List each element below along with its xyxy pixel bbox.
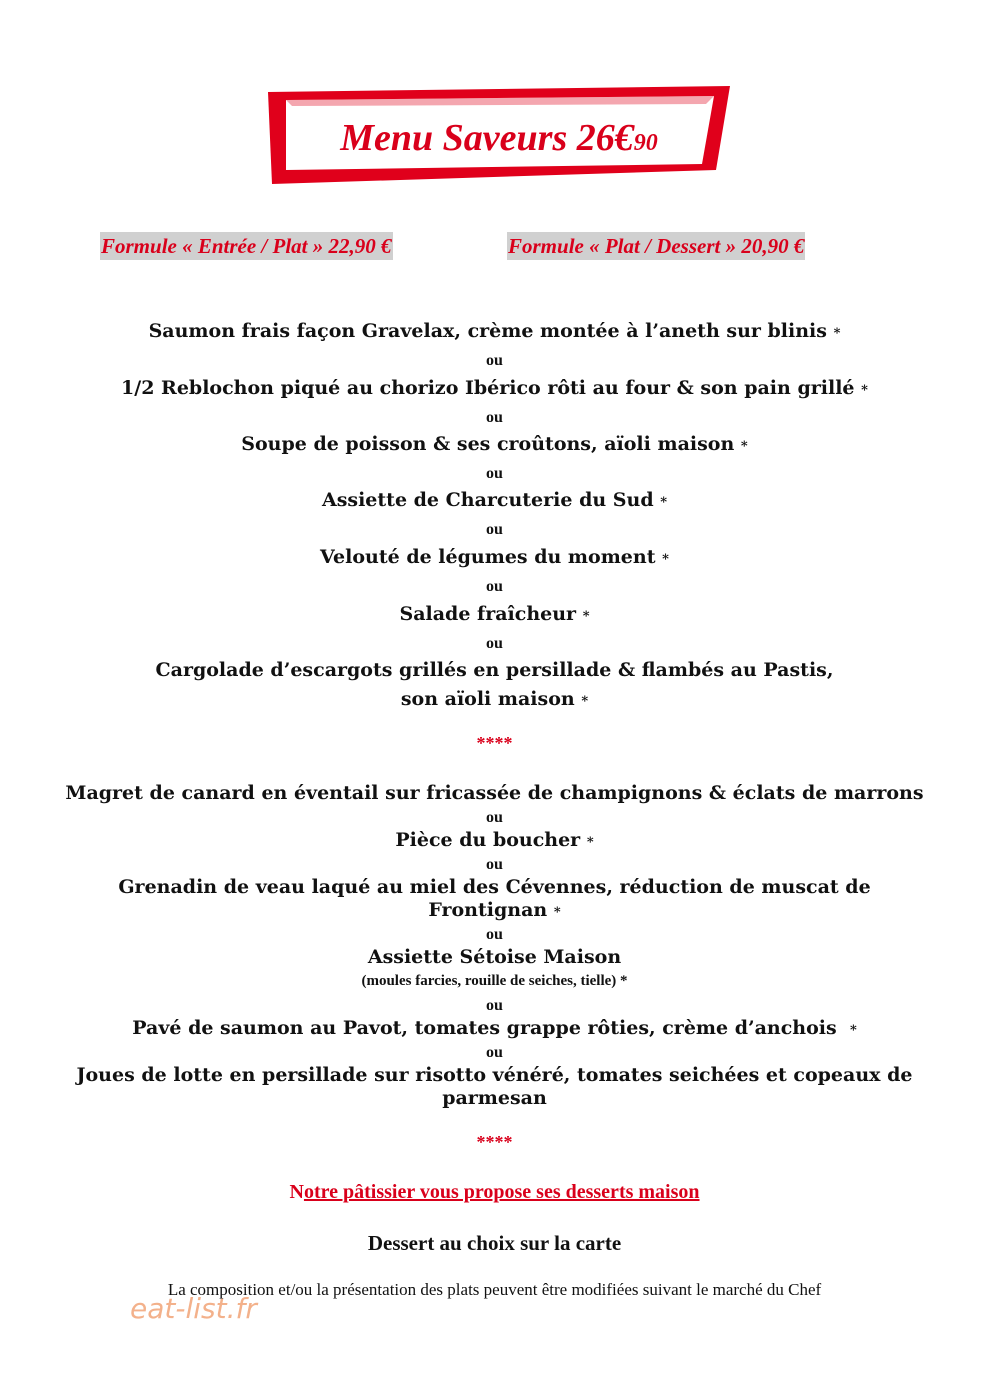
ou-separator: ou <box>486 578 503 595</box>
ou-separator: ou <box>486 521 503 538</box>
menu-title-box <box>268 86 730 184</box>
ou-separator: ou <box>486 409 503 426</box>
ou-separator: ou <box>486 635 503 652</box>
plat-item: Pièce du boucher * <box>395 829 594 851</box>
plat-item: Assiette Sétoise Maison <box>367 946 622 968</box>
plat-item: Grenadin de veau laqué au miel des Cévennes, réduction de muscat de <box>118 876 871 898</box>
entree-item: Assiette de Charcuterie du Sud * <box>321 489 668 511</box>
ou-separator: ou <box>486 1044 503 1061</box>
footer-note: La composition et/ou la présentation des plats peuvent être modifiées suivant le marché du Chef <box>167 1280 822 1299</box>
entree-item: Soupe de poisson & ses croûtons, aïoli maison * <box>241 433 748 455</box>
entree-item: Salade fraîcheur * <box>399 603 590 625</box>
entree-item: 1/2 Reblochon piqué au chorizo Ibérico rôti au four & son pain grillé * <box>121 377 868 399</box>
plat-item: Joues de lotte en persillade sur risotto vénéré, tomates seichées et copeaux de <box>76 1064 913 1086</box>
dessert-choice: Dessert au choix sur la carte <box>367 1231 622 1255</box>
ou-separator: ou <box>486 856 503 873</box>
entree-item: Velouté de légumes du moment * <box>320 546 669 568</box>
formule-entree-plat: Formule « Entrée / Plat » 22,90 € <box>101 234 392 258</box>
menu-title: Menu Saveurs 26€90 <box>340 117 658 159</box>
ou-separator: ou <box>486 926 503 943</box>
entree-item: Cargolade d’escargots grillés en persillade & flambés au Pastis, <box>155 659 834 681</box>
plat-item: Pavé de saumon au Pavot, tomates grappe rôties, crème d’anchois * <box>132 1017 857 1039</box>
watermark: eat-list.fr <box>130 1292 257 1325</box>
entree-item-continued: son aïoli maison * <box>400 688 589 710</box>
plat-item: Magret de canard en éventail sur fricassée de champignons & éclats de marrons <box>65 782 924 804</box>
plat-item-continued: Frontignan * <box>428 899 561 921</box>
desserts-heading: Notre pâtissier vous propose ses desserts maison <box>289 1181 700 1203</box>
section-separator: **** <box>476 1132 513 1152</box>
section-separator: **** <box>476 733 513 753</box>
ou-separator: ou <box>486 465 503 482</box>
formule-plat-dessert: Formule « Plat / Dessert » 20,90 € <box>508 234 805 258</box>
ou-separator: ou <box>486 809 503 826</box>
plat-item-detail: (moules farcies, rouille de seiches, tielle) * <box>361 973 628 989</box>
ou-separator: ou <box>486 352 503 369</box>
ou-separator: ou <box>486 997 503 1014</box>
entree-item: Saumon frais façon Gravelax, crème montée à l’aneth sur blinis * <box>148 320 841 342</box>
plat-item-continued: parmesan <box>442 1087 547 1109</box>
